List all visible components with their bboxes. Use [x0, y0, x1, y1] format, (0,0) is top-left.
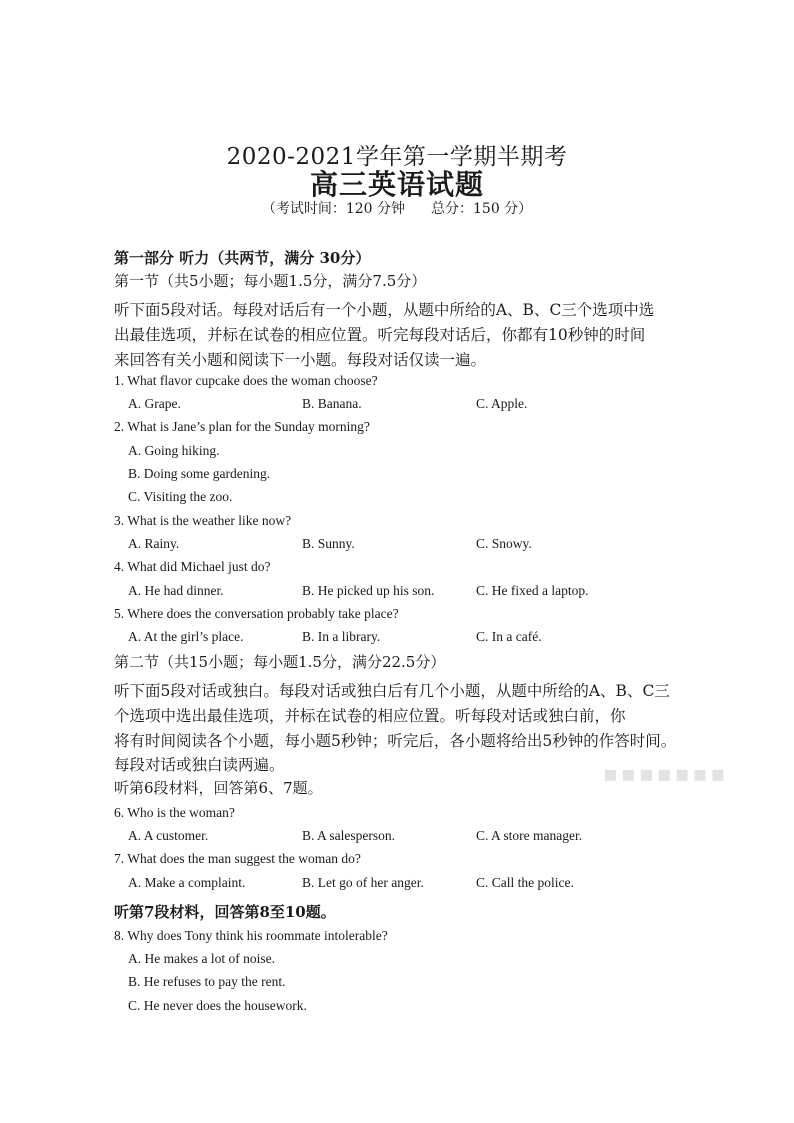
- question-stem: 2. What is Jane’s plan for the Sunday morning?: [114, 419, 370, 434]
- question-stem: 8. Why does Tony think his roommate intolerable?: [114, 928, 388, 943]
- section1-instructions-line: 来回答有关小题和阅读下一小题。每段对话仅读一遍。: [114, 351, 487, 369]
- option-b: B. Sunny.: [302, 536, 355, 551]
- option-c: C. Visiting the zoo.: [128, 489, 233, 504]
- question-stem: 7. What does the man suggest the woman do?: [114, 851, 361, 866]
- option-c: C. He never does the housework.: [128, 998, 307, 1013]
- option-a: A. He makes a lot of noise.: [128, 951, 275, 966]
- option-a: A. A customer.: [128, 828, 209, 843]
- question-stem: 1. What flavor cupcake does the woman choose?: [114, 373, 378, 388]
- section1-instructions-line: 听下面5段对话。每段对话后有一个小题，从题中所给的A、B、C三个选项中选: [114, 301, 655, 319]
- section2-heading: 第二节（共15小题；每小题1.5分，满分22.5分）: [114, 653, 446, 671]
- section2-instructions-line: 每段对话或独白读两遍。: [114, 756, 285, 774]
- option-c: C. Snowy.: [476, 536, 532, 551]
- option-c: C. Call the police.: [476, 875, 574, 890]
- option-b: B. Let go of her anger.: [302, 875, 424, 890]
- option-a: A. Make a complaint.: [128, 875, 246, 890]
- option-c: C. He fixed a laptop.: [476, 583, 589, 598]
- exam-title-term: 2020-2021学年第一学期半期考: [226, 144, 568, 170]
- option-b: B. Banana.: [302, 396, 362, 411]
- question-stem: 6. Who is the woman?: [114, 805, 235, 820]
- option-c: C. Apple.: [476, 396, 528, 411]
- option-b: B. He picked up his son.: [302, 583, 435, 598]
- question-stem: 3. What is the weather like now?: [114, 513, 292, 528]
- option-a: A. Going hiking.: [128, 443, 220, 458]
- part1-heading: 第一部分 听力（共两节，满分 30分）: [114, 249, 371, 267]
- section2-instructions-line: 将有时间阅读各个小题，每小题5秒钟；听完后，各小题将给出5秒钟的作答时间。: [114, 732, 677, 750]
- section1-instructions-line: 出最佳选项，并标在试卷的相应位置。听完每段对话后，你都有10秒钟的时间: [114, 326, 646, 344]
- option-a: A. Rainy.: [128, 536, 180, 551]
- exam-time: （考试时间：120 分钟: [261, 201, 405, 217]
- exam-title-subject: 高三英语试题: [309, 168, 484, 201]
- option-b: B. A salesperson.: [302, 828, 395, 843]
- option-c: C. A store manager.: [476, 828, 583, 843]
- exam-meta: [0, 198, 794, 218]
- option-c: C. In a café.: [476, 629, 542, 644]
- material-7-instruction: 听第7段材料，回答第8至10题。: [114, 903, 336, 921]
- section2-instructions-line: 听下面5段对话或独白。每段对话或独白后有几个小题，从题中所给的A、B、C三: [114, 682, 670, 700]
- option-b: B. In a library.: [302, 629, 381, 644]
- option-a: A. Grape.: [128, 396, 181, 411]
- section1-heading: 第一节（共5小题；每小题1.5分，满分7.5分）: [114, 272, 427, 290]
- material-6-instruction: 听第6段材料，回答第6、7题。: [114, 779, 323, 797]
- section2-instructions-line: 个选项中选出最佳选项，并标在试卷的相应位置。听每段对话或独白前，你: [114, 707, 626, 725]
- question-stem: 4. What did Michael just do?: [114, 559, 271, 574]
- option-a: A. At the girl’s place.: [128, 629, 244, 644]
- option-b: B. Doing some gardening.: [128, 466, 271, 481]
- watermark: ▪▪▪▪▪▪▪: [603, 762, 729, 787]
- exam-total-score: 总分：150 分）: [431, 201, 533, 217]
- question-stem: 5. Where does the conversation probably take place?: [114, 606, 399, 621]
- option-b: B. He refuses to pay the rent.: [128, 974, 286, 989]
- option-a: A. He had dinner.: [128, 583, 224, 598]
